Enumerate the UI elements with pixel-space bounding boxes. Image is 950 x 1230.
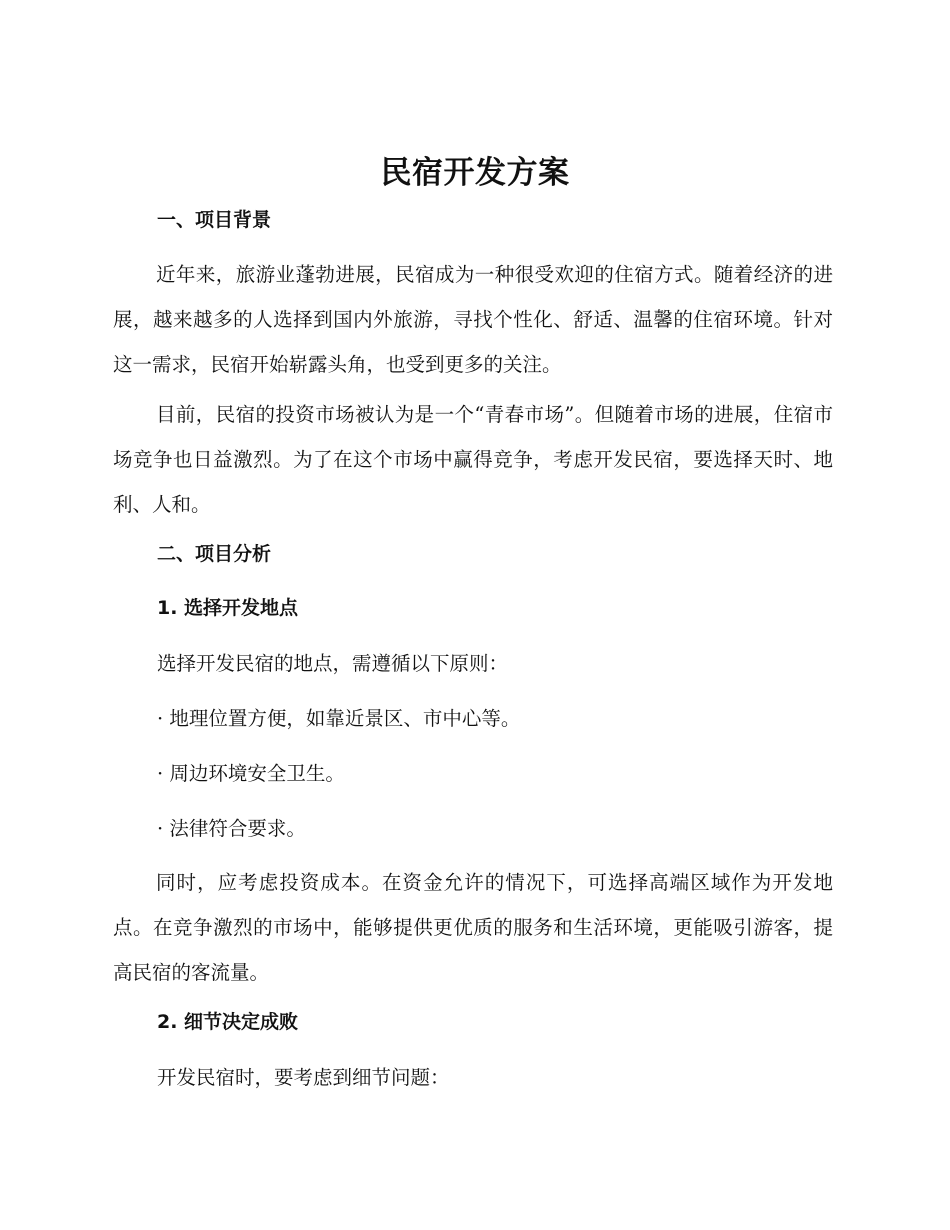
location-paragraph: 同时，应考虑投资成本。在资金允许的情况下，可选择高端区域作为开发地点。在竞争激烈的市场中，能够提供更优质的服务和生活环境，更能吸引游客，提高民宿的客流量。 [113, 871, 833, 984]
background-paragraph-2: 目前，民宿的投资市场被认为是一个“青春市场”。但随着市场的进展，住宿市场竞争也日益激烈。为了在这个市场中赢得竞争，考虑开发民宿，要选择天时、地利、人和。 [113, 403, 833, 516]
location-bullet-1: · 地理位置方便，如靠近景区、市中心等。 [157, 707, 521, 730]
subheading-details: 2. 细节决定成败 [157, 1011, 299, 1033]
section-heading-background: 一、项目背景 [157, 209, 272, 231]
location-intro-text: 选择开发民宿的地点，需遵循以下原则： [157, 652, 509, 675]
details-intro-text: 开发民宿时，要考虑到细节问题： [157, 1066, 450, 1089]
location-bullet-3: · 法律符合要求。 [157, 817, 306, 840]
background-paragraph-1: 近年来，旅游业蓬勃进展，民宿成为一种很受欢迎的住宿方式。随着经济的进展，越来越多的人选择到国内外旅游，寻找个性化、舒适、温馨的住宿环境。针对这一需求，民宿开始崭露头角，也受到更多的关注。 [113, 263, 833, 376]
subheading-select-location: 1. 选择开发地点 [157, 597, 299, 619]
document-title: 民宿开发方案 [380, 155, 570, 191]
location-bullet-2: · 周边环境安全卫生。 [157, 762, 345, 785]
section-heading-analysis: 二、项目分析 [157, 543, 272, 565]
